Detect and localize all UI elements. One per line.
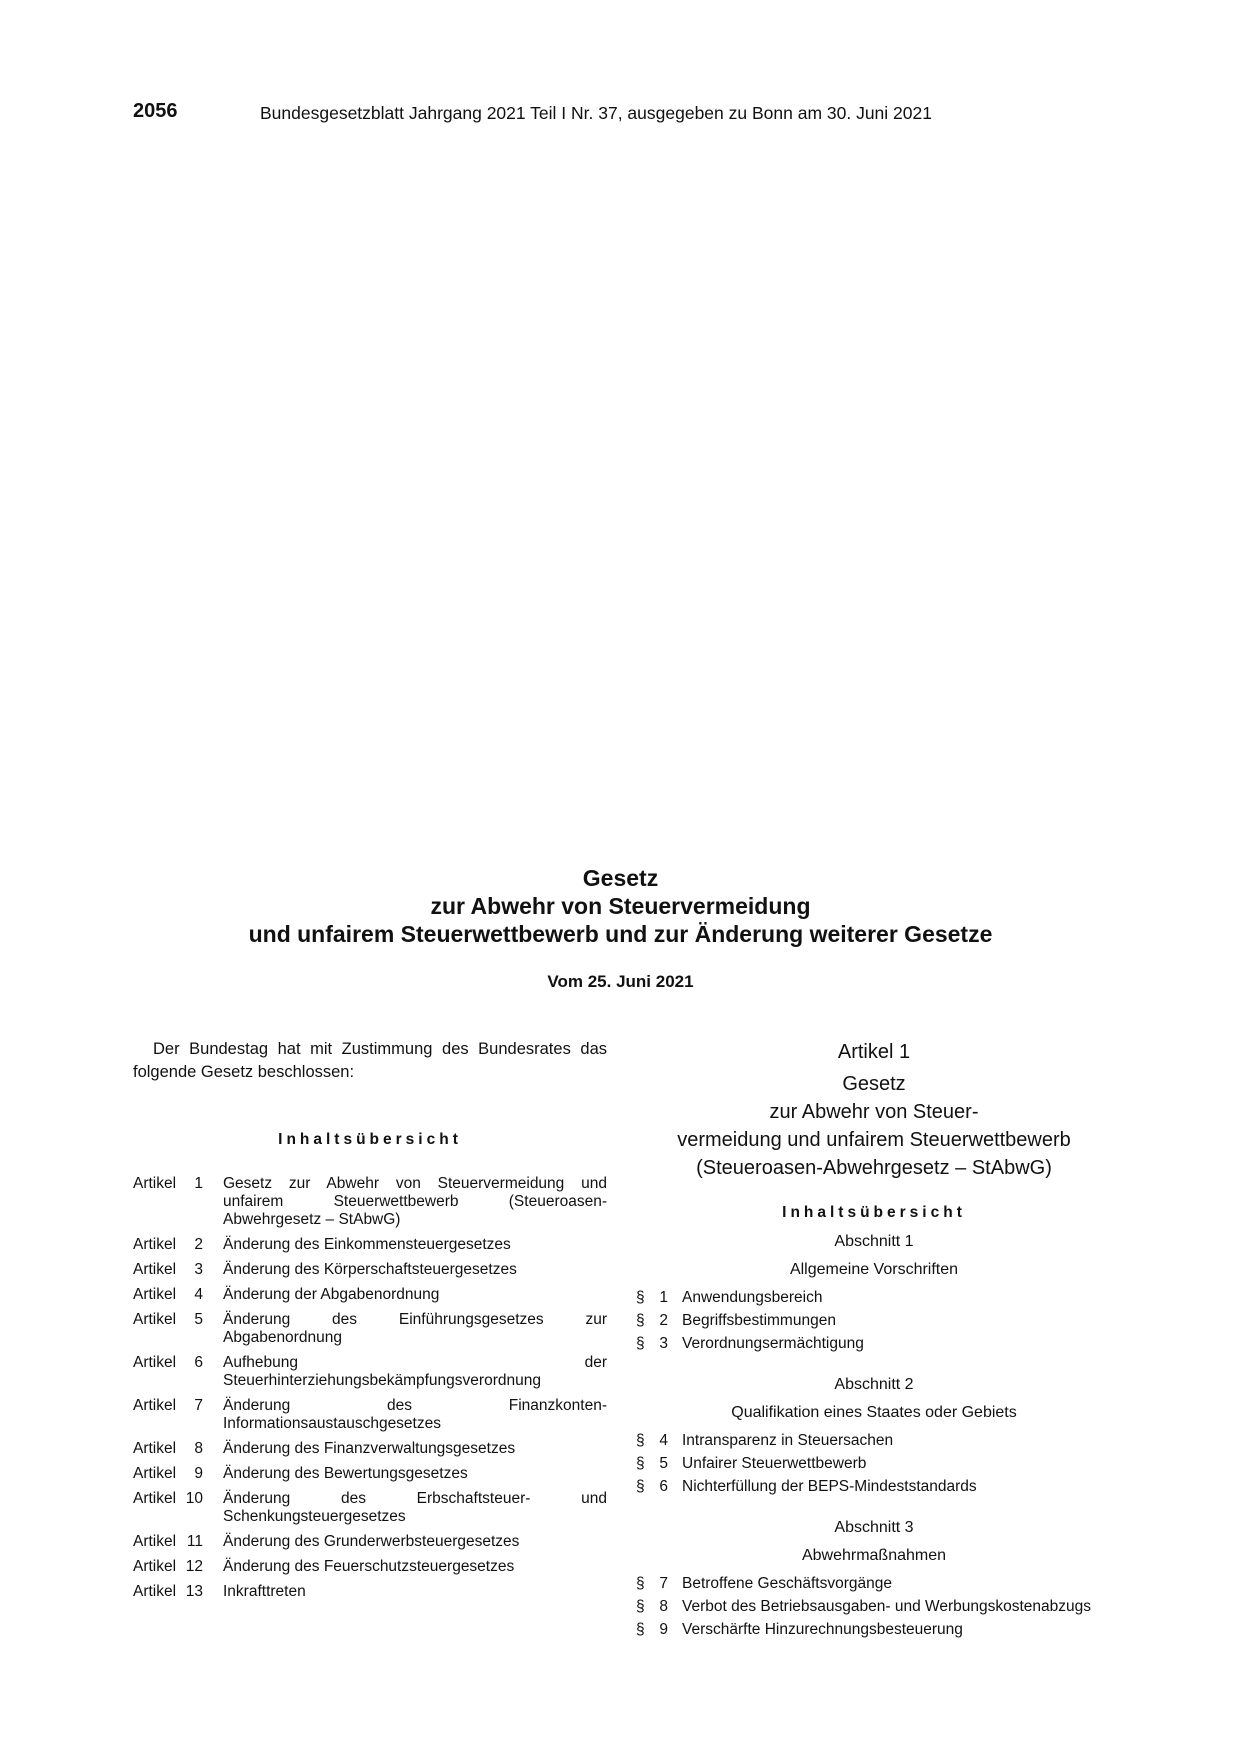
paragraph-row bbox=[636, 1334, 1112, 1353]
article-label: Artikel bbox=[133, 1261, 177, 1278]
paragraph-number: 3 bbox=[659, 1335, 668, 1352]
article-text: Inkrafttreten bbox=[223, 1583, 306, 1600]
article-title-line: zur Abwehr von Steuer- bbox=[769, 1101, 979, 1123]
paragraph-text: Verbot des Betriebsausgaben- und Werbungskostenabzugs bbox=[682, 1598, 1092, 1615]
article-text: Änderung des Finanzverwaltungsgesetzes bbox=[223, 1440, 516, 1457]
article-row bbox=[133, 1354, 607, 1390]
right-column bbox=[636, 1038, 1112, 1643]
section-number: Abschnitt 3 bbox=[834, 1519, 914, 1536]
paragraph-row bbox=[636, 1288, 1112, 1307]
article-row bbox=[133, 1236, 607, 1254]
section-symbol: § bbox=[636, 1432, 645, 1449]
article-number: 2 bbox=[194, 1236, 203, 1253]
article-title bbox=[636, 1070, 1112, 1182]
article-title-line: Gesetz bbox=[842, 1073, 906, 1095]
article-text: Änderung des Einkommensteuergesetzes bbox=[223, 1236, 511, 1253]
paragraph-row bbox=[636, 1431, 1112, 1450]
article-row bbox=[133, 1311, 607, 1347]
article-row bbox=[133, 1490, 607, 1526]
article-number: 10 bbox=[185, 1490, 203, 1507]
article-label: Artikel bbox=[133, 1465, 177, 1482]
paragraph-number: 8 bbox=[659, 1598, 668, 1615]
article-title-line: (Steueroasen-Abwehrgesetz – StAbwG) bbox=[696, 1157, 1052, 1179]
paragraph-row bbox=[636, 1454, 1112, 1473]
paragraph-text: Betroffene Geschäftsvorgänge bbox=[682, 1575, 892, 1592]
paragraph-text: Unfairer Steuerwettbewerb bbox=[682, 1455, 867, 1472]
article-text: Änderung des Feuerschutzsteuergesetzes bbox=[223, 1558, 515, 1575]
section-title: Abwehrmaßnahmen bbox=[801, 1547, 947, 1564]
article-row bbox=[133, 1175, 607, 1229]
article-number: 5 bbox=[194, 1311, 203, 1328]
paragraph-text: Verordnungsermächtigung bbox=[682, 1335, 864, 1352]
article-text: Änderung der Abgabenordnung bbox=[223, 1286, 440, 1303]
section-symbol: § bbox=[636, 1621, 645, 1638]
paragraph-number: 1 bbox=[659, 1289, 668, 1306]
article-label: Artikel bbox=[133, 1490, 177, 1507]
article-label: Artikel bbox=[133, 1583, 177, 1600]
paragraph-text: Begriffsbestimmungen bbox=[682, 1312, 836, 1329]
paragraph-row bbox=[636, 1597, 1112, 1616]
law-title-line: zur Abwehr von Steuervermeidung bbox=[430, 893, 811, 919]
page-header bbox=[133, 100, 1108, 130]
article-heading: Artikel 1 bbox=[837, 1041, 911, 1063]
section-symbol: § bbox=[636, 1575, 645, 1592]
paragraph-text: Intransparenz in Steuersachen bbox=[682, 1432, 894, 1449]
paragraph-row bbox=[636, 1574, 1112, 1593]
article-text: Änderung des Einführungsgesetzes zur Abgabenordnung bbox=[223, 1311, 607, 1346]
article-number: 3 bbox=[194, 1261, 203, 1278]
article-number: 9 bbox=[194, 1465, 203, 1482]
article-list bbox=[133, 1175, 607, 1601]
law-date: Vom 25. Juni 2021 bbox=[547, 972, 694, 991]
section-number: Abschnitt 2 bbox=[834, 1376, 914, 1393]
section-title: Allgemeine Vorschriften bbox=[789, 1261, 959, 1278]
section-symbol: § bbox=[636, 1598, 645, 1615]
article-number: 8 bbox=[194, 1440, 203, 1457]
section-symbol: § bbox=[636, 1312, 645, 1329]
section-symbol: § bbox=[636, 1478, 645, 1495]
article-row bbox=[133, 1440, 607, 1458]
article-text: Änderung des Erbschaftsteuer- und Schenkungsteuergesetzes bbox=[223, 1490, 607, 1525]
paragraph-text: Verschärfte Hinzurechnungsbesteuerung bbox=[682, 1621, 963, 1638]
paragraph-number: 5 bbox=[659, 1455, 668, 1472]
article-label: Artikel bbox=[133, 1558, 177, 1575]
article-number: 12 bbox=[185, 1558, 203, 1575]
section-symbol: § bbox=[636, 1455, 645, 1472]
page-number: 2056 bbox=[133, 100, 178, 122]
article-row bbox=[133, 1465, 607, 1483]
running-head: Bundesgesetzblatt Jahrgang 2021 Teil I Nr. 37, ausgegeben zu Bonn am 30. Juni 2021 bbox=[260, 103, 932, 123]
section-list bbox=[636, 1232, 1112, 1639]
left-column bbox=[133, 1038, 607, 1608]
section-symbol: § bbox=[636, 1289, 645, 1306]
paragraph-row bbox=[636, 1477, 1112, 1496]
article-text: Aufhebung der Steuerhinterziehungsbekämpfungsverordnung bbox=[223, 1354, 607, 1389]
article-label: Artikel bbox=[133, 1175, 177, 1192]
section-number: Abschnitt 1 bbox=[834, 1233, 914, 1250]
paragraph-row bbox=[636, 1311, 1112, 1330]
article-row bbox=[133, 1397, 607, 1433]
section-symbol: § bbox=[636, 1335, 645, 1352]
article-row bbox=[133, 1558, 607, 1576]
article-number: 7 bbox=[194, 1397, 203, 1414]
article-row bbox=[133, 1583, 607, 1601]
article-number: 11 bbox=[186, 1533, 203, 1550]
paragraph-number: 7 bbox=[659, 1575, 668, 1592]
paragraph-number: 9 bbox=[659, 1621, 668, 1638]
article-number: 13 bbox=[185, 1583, 203, 1600]
paragraph-text: Nichterfüllung der BEPS-Mindeststandards bbox=[682, 1478, 977, 1495]
article-label: Artikel bbox=[133, 1311, 177, 1328]
paragraph-number: 6 bbox=[659, 1478, 668, 1495]
paragraph-row bbox=[636, 1620, 1112, 1639]
article-label: Artikel bbox=[133, 1397, 177, 1414]
law-title-line: Gesetz bbox=[582, 865, 659, 891]
article-row bbox=[133, 1286, 607, 1304]
article-label: Artikel bbox=[133, 1533, 177, 1550]
article-label: Artikel bbox=[133, 1440, 177, 1457]
article-label: Artikel bbox=[133, 1236, 177, 1253]
paragraph-number: 2 bbox=[659, 1312, 668, 1329]
article-label: Artikel bbox=[133, 1286, 177, 1303]
article-text: Gesetz zur Abwehr von Steuervermeidung und unfairem Steuerwettbewerb (Steueroasen-Abwehrgesetz – StAbwG) bbox=[223, 1175, 607, 1228]
article-row bbox=[133, 1261, 607, 1279]
preamble: Der Bundestag hat mit Zustimmung des Bundesrates das folgende Gesetz beschlossen: bbox=[133, 1040, 607, 1081]
article-text: Änderung des Finanzkonten-Informationsaustauschgesetzes bbox=[223, 1397, 607, 1432]
article-number: 6 bbox=[194, 1354, 203, 1371]
article-row bbox=[133, 1533, 607, 1551]
article-label: Artikel bbox=[133, 1354, 177, 1371]
article-title-line: vermeidung und unfairem Steuerwettbewerb bbox=[677, 1129, 1071, 1151]
paragraph-text: Anwendungsbereich bbox=[682, 1289, 823, 1306]
article-text: Änderung des Körperschaftsteuergesetzes bbox=[223, 1261, 517, 1278]
article-text: Änderung des Bewertungsgesetzes bbox=[223, 1465, 468, 1482]
section-title: Qualifikation eines Staates oder Gebiets bbox=[731, 1404, 1017, 1421]
toc-heading: Inhaltsübersicht bbox=[278, 1131, 462, 1148]
law-title-line: und unfairem Steuerwettbewerb und zur Änderung weiterer Gesetze bbox=[248, 921, 993, 947]
law-title-block bbox=[0, 864, 1241, 992]
toc-heading: Inhaltsübersicht bbox=[782, 1204, 966, 1221]
article-number: 4 bbox=[194, 1286, 203, 1303]
article-text: Änderung des Grunderwerbsteuergesetzes bbox=[223, 1533, 520, 1550]
article-number: 1 bbox=[194, 1175, 203, 1192]
paragraph-number: 4 bbox=[659, 1432, 668, 1449]
